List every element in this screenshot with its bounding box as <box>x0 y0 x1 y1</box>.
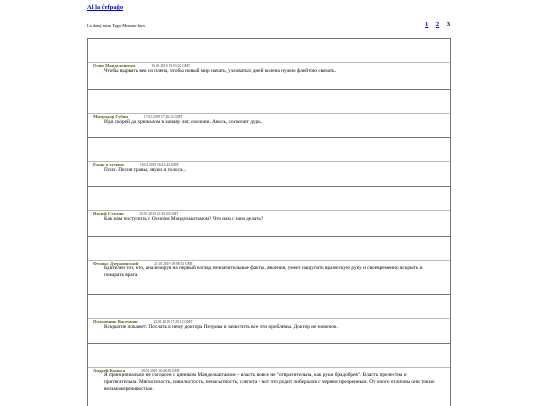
post-divider <box>88 318 450 319</box>
pagination <box>425 21 450 28</box>
post-author: Митродор Губин <box>93 114 128 119</box>
post-date: 21.01.2019 19:08:13 GMT <box>154 262 193 266</box>
post-author: Осип Мандельштам <box>93 63 136 68</box>
post <box>87 294 451 344</box>
post-divider <box>88 210 450 211</box>
current-page: 3 <box>446 21 450 28</box>
page-link-1[interactable]: 1 <box>425 21 429 28</box>
post-date: 29.01.2019 18:28:28 GMT <box>141 369 180 373</box>
post-author: Ёжик в тумане <box>93 162 124 167</box>
post-divider <box>88 62 450 63</box>
post-author: Полковник Васечкин <box>93 319 138 324</box>
post-text: Я принципиально не согласен с циником Мандельштамом – власть вовсе не "отвратительна, как руки брадобрея". Власть прелестна и притягательна. Мягкотелость, извилистость, ненасытность, слепота - вот что родит либералов с червем презренным. От оного отличны они токмо вельможеречивостью. <box>104 372 435 392</box>
post-date: 18.01.2019 16:41:44 GMT <box>139 163 179 167</box>
home-link[interactable]: Al la ĉefpaĝo <box>87 4 124 11</box>
post-date: 17.01.2019 17:26:12 GMT <box>143 115 183 119</box>
post-text: Иди скорей да хрюкалом в канаву ляг, охолони. Авось, сосвочит дурь. <box>104 119 262 125</box>
post-text: Псих. Песня травы, звуки и голоса... <box>104 167 187 173</box>
post-text: Чтобы вырвать век из плена, чтобы новый мир начать, узловатых дней колена нужно флейтою связать. <box>104 68 336 74</box>
post-author: Андрей Комиса <box>93 368 126 373</box>
post <box>87 38 451 92</box>
post-author: Иосиф Сталин <box>93 211 124 216</box>
post-date: 16.01.2019 19:53:22 GMT <box>151 64 191 68</box>
post <box>87 186 451 237</box>
post <box>87 89 451 140</box>
post-divider <box>88 367 450 368</box>
post <box>87 137 451 187</box>
date-format-note: La datoj estas Tago-Monato-Jaro. <box>87 23 146 28</box>
post-divider <box>88 161 450 162</box>
page-link-2[interactable]: 2 <box>435 21 440 28</box>
post-author: Феликс Дзержинский <box>93 261 139 266</box>
post-text: Бдителен тот, кто, анализируя на первый взгляд незначительные факты, явления, умеет нащупать вражескую руку и своевременно вскрыть и покарать врага. <box>104 265 423 278</box>
post-text: Как нам поступить с Осипом Мандельштамом? Что нам с ним делать? <box>104 216 264 222</box>
post-date: 20.01.2019 21:45:50 GMT <box>139 212 179 216</box>
post-date: 22.01.2019 17:29:12 GMT <box>153 320 193 324</box>
post-divider <box>88 260 450 261</box>
post-text: Вскрытие покажет. Послать к нему доктора Петрова и зачистить все эти проблемы. Доктор не новичок. <box>104 324 338 330</box>
post-divider <box>88 113 450 114</box>
post <box>87 343 451 406</box>
post <box>87 236 451 295</box>
